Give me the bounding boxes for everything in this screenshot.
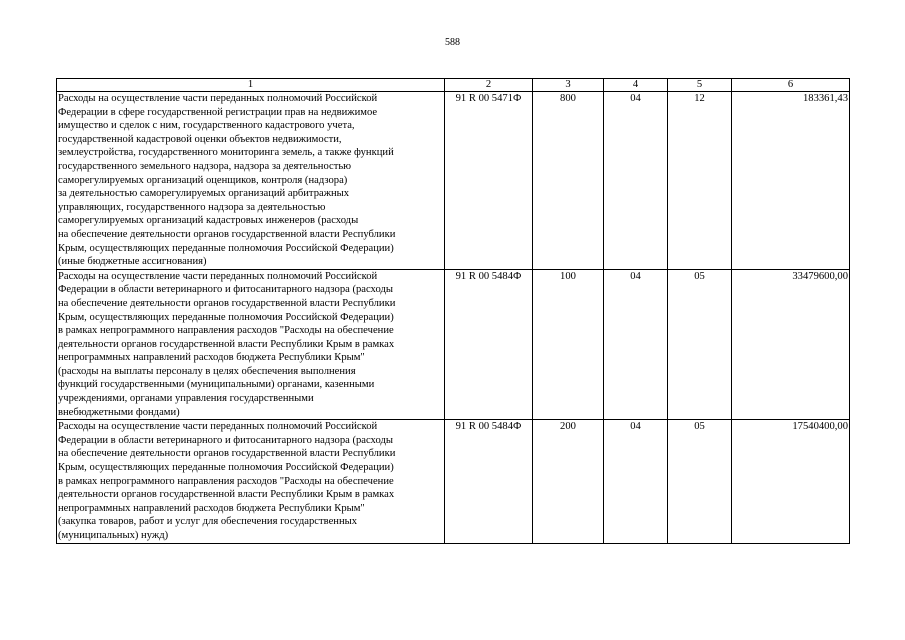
row-expense-type: 200 — [533, 420, 604, 543]
description-line: Расходы на осуществление части переданных полномочий Российской — [58, 270, 378, 282]
row-subsection: 05 — [668, 420, 732, 543]
description-line: непрограммных направлений расходов бюджета Республики Крым" — [58, 502, 365, 514]
description-line: функций государственными (муниципальными) органами, казенными — [58, 379, 375, 391]
table-row — [57, 420, 850, 543]
description-line: саморегулируемых организаций кадастровых инженеров (расходы — [58, 215, 359, 227]
row-subsection: 05 — [668, 269, 732, 420]
table-body — [57, 92, 850, 544]
description-line: Расходы на осуществление части переданных полномочий Российской — [58, 93, 378, 104]
description-line: непрограммных направлений расходов бюджета Республики Крым" — [58, 352, 365, 364]
page-number: 588 — [445, 37, 460, 48]
description-line: деятельности органов государственной власти Республики Крым в рамках — [58, 338, 395, 350]
table-header — [57, 79, 850, 92]
description-line: деятельности органов государственной власти Республики Крым в рамках — [58, 489, 395, 501]
description-line: Федерации в сфере государственной регистрации прав на недвижимое — [58, 106, 378, 118]
row-description — [57, 269, 445, 420]
description-line: государственного земельного надзора, надзора за деятельностью — [58, 160, 352, 172]
row-amount: 17540400,00 — [732, 420, 850, 543]
row-code: 91 R 00 5471Ф — [445, 92, 533, 270]
description-line: в рамках непрограммного направления расходов "Расходы на обеспечение — [58, 325, 394, 337]
description-line: на обеспечение деятельности органов государственной власти Республики — [58, 228, 396, 240]
description-line: на обеспечение деятельности органов государственной власти Республики — [58, 297, 396, 309]
description-line: Крым, осуществляющих переданные полномочия Российской Федерации) — [58, 311, 394, 323]
header-col-5: 5 — [668, 79, 732, 92]
row-code: 91 R 00 5484Ф — [445, 269, 533, 420]
header-col-4: 4 — [604, 79, 668, 92]
description-line: (иные бюджетные ассигнования) — [58, 256, 207, 268]
header-col-2: 2 — [445, 79, 533, 92]
row-section: 04 — [604, 420, 668, 543]
table-row — [57, 92, 850, 270]
row-expense-type: 100 — [533, 269, 604, 420]
description-line: управляющих, государственного надзора за деятельностью — [58, 201, 326, 213]
description-line: внебюджетными фондами) — [58, 406, 180, 418]
description-line: на обеспечение деятельности органов государственной власти Республики — [58, 448, 396, 460]
description-line: (муниципальных) нужд) — [58, 530, 169, 541]
description-line: Крым, осуществляющих переданные полномочия Российской Федерации) — [58, 462, 394, 474]
row-description — [57, 92, 445, 270]
description-line: Федерации в области ветеринарного и фитосанитарного надзора (расходы — [58, 434, 393, 446]
description-line: (расходы на выплаты персоналу в целях обеспечения выполнения — [58, 365, 356, 377]
description-line: (закупка товаров, работ и услуг для обеспечения государственных — [58, 516, 358, 528]
header-row — [57, 79, 850, 92]
description-line: саморегулируемых организаций оценщиков, контроля (надзора) — [58, 174, 348, 186]
header-col-3: 3 — [533, 79, 604, 92]
description-line: Крым, осуществляющих переданные полномочия Российской Федерации) — [58, 242, 394, 254]
row-subsection: 12 — [668, 92, 732, 270]
header-col-1: 1 — [57, 79, 445, 92]
description-line: землеустройства, государственного мониторинга земель, а также функций — [58, 147, 394, 159]
description-line: государственной кадастровой оценки объектов недвижимости, — [58, 133, 342, 145]
table-row — [57, 269, 850, 420]
description-line: в рамках непрограммного направления расходов "Расходы на обеспечение — [58, 475, 394, 487]
row-section: 04 — [604, 92, 668, 270]
description-line: Расходы на осуществление части переданных полномочий Российской — [58, 421, 378, 433]
description-line: учреждениями, органами управления государственными — [58, 393, 314, 405]
row-expense-type: 800 — [533, 92, 604, 270]
row-section: 04 — [604, 269, 668, 420]
description-line: Федерации в области ветеринарного и фитосанитарного надзора (расходы — [58, 284, 393, 296]
row-amount: 33479600,00 — [732, 269, 850, 420]
description-line: имущество и сделок с ним, государственного кадастрового учета, — [58, 120, 355, 132]
row-amount: 183361,43 — [732, 92, 850, 270]
budget-table — [56, 78, 850, 544]
row-description — [57, 420, 445, 543]
description-line: за деятельностью саморегулируемых организаций арбитражных — [58, 188, 350, 200]
row-code: 91 R 00 5484Ф — [445, 420, 533, 543]
header-col-6: 6 — [732, 79, 850, 92]
